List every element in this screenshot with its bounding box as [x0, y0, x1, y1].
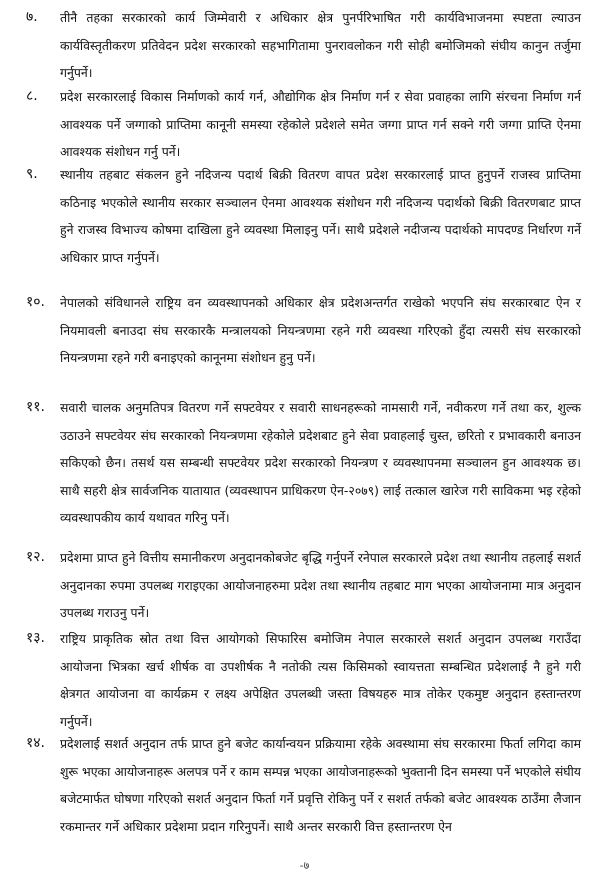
- item-text: तीनै तहका सरकारको कार्य जिम्मेवारी र अधिकार क्षेत्र पुनर्परिभाषित गरी कार्यविभाजनमा स्पष्टता ल्याउन कार्यविस्तृतीकरण प्रतिवेदन प्रदेश सरकारको सहभागितामा पुनरावलोकन गरी सोही बमोजिमको संघीय कानुन तर्जुमा गर्नुपर्ने।: [60, 10, 581, 80]
- item-number: ७.: [26, 9, 38, 25]
- page-number: -७: [299, 859, 310, 872]
- item-number: १०.: [26, 294, 46, 310]
- item-text: सवारी चालक अनुमतिपत्र वितरण गर्ने सफ्टवेयर र सवारी साधनहरूको नामसारी गर्ने, नवीकरण गर्ने तथा कर, शुल्क उठाउने सफ्टवेयर संघ सरकारको नियन्त्रणमा रहेकोले प्रदेशबाट हुने सेवा प्रवाहलाई चुस्त, छरितो र प्रभावकारी बनाउन सकिएको छैन। तसर्थ यस सम्बन्धी सफ्टवेयर प्रदेश सरकारको नियन्त्रण र व्यवस्थापनमा सञ्चालन हुन आवश्यक छ। साथै सहरी क्षेत्र सार्वजनिक यातायात (व्यवस्थापन प्राधिकरण ऐन-२०७९) लाई तत्काल खारेज गरी साविकमा भइ रहेको व्यवस्थापकीय कार्य यथावत गरिनु पर्ने।: [60, 400, 581, 525]
- item-number: ९.: [26, 166, 38, 182]
- item-text: नेपालको संविधानले राष्ट्रिय वन व्यवस्थापनको अधिकार क्षेत्र प्रदेशअन्तर्गत राखेको भएपनि संघ सरकारबाट ऐन र नियमावली बनाउदा संघ सरकारकै मन्त्रालयको नियन्त्रणमा रहने गरी व्यवस्था गरिएको हुँदा त्यसरी संघ सरकारको नियन्त्रणमा रहने गरी बनाइएको कानूनमा संशोधन हुनु पर्ने।: [60, 295, 581, 365]
- item-number: ८.: [26, 88, 38, 104]
- item-text: राष्ट्रिय प्राकृतिक स्रोत तथा वित्त आयोगको सिफारिस बमोजिम नेपाल सरकारले सशर्त अनुदान उपलब्ध गराउँदा आयोजना भित्रका खर्च शीर्षक वा उपशीर्षक नै नतोकी त्यस किसिमको स्वायत्तता सम्बन्धित प्रदेशलाई नै हुने गरी क्षेत्रगत आयोजना वा कार्यक्रम र लक्ष्य अपेक्षित उपलब्धी जस्ता विषयहरु मात्र तोकेर एकमुष्ट अनुदान हस्तान्तरण गर्नुपर्ने।: [60, 631, 581, 729]
- item-number: ११.: [26, 399, 46, 415]
- item-number: १३.: [26, 630, 46, 646]
- item-number: १२.: [26, 549, 46, 565]
- item-text: स्थानीय तहबाट संकलन हुने नदिजन्य पदार्थ बिक्री वितरण वापत प्रदेश सरकारलाई प्राप्त हुनुपर्ने राजस्व प्राप्तिमा कठिनाइ भएकोले स्थानीय सरकार सञ्चालन ऐनमा आवश्यक संशोधन गरी नदिजन्य पदार्थको बिक्री वितरणबाट प्राप्त हुने राजस्व विभाज्य कोषमा दाखिला हुने व्यवस्था मिलाइनु पर्ने। साथै प्रदेशले नदीजन्य पदार्थको मापदण्ड निर्धारण गर्ने अधिकार प्राप्त गर्नुपर्ने।: [60, 167, 581, 265]
- item-text: प्रदेशलाई सशर्त अनुदान तर्फ प्राप्त हुने बजेट कार्यान्वयन प्रक्रियामा रहेके अवस्थामा संघ सरकारमा फिर्ता लगिदा काम शुरू भएका आयोजनाहरू अलपत्र पर्ने र काम सम्पन्न भएका आयोजनाहरूको भुक्तानी दिन समस्या पर्ने भएकोले संघीय बजेटमार्फत घोषणा गरिएको सशर्त अनुदान फिर्ता गर्ने प्रवृत्ति रोकिनु पर्ने र सशर्त तर्फको बजेट आवश्यक ठाउँमा लैजान रकमान्तर गर्ने अधिकार प्रदेशमा प्रदान गरिनुपर्ने। साथै अन्तर सरकारी वित्त हस्तान्तरण ऐन: [60, 736, 581, 834]
- item-number: १४.: [26, 735, 46, 751]
- item-text: प्रदेश सरकारलाई विकास निर्माणको कार्य गर्न, औद्योगिक क्षेत्र निर्माण गर्न र सेवा प्रवाहका लागि संरचना निर्माण गर्न आवश्यक पर्ने जग्गाको प्राप्तिमा कानूनी समस्या रहेकोले प्रदेशले समेत जग्गा प्राप्त गर्न सक्ने गरी जग्गा प्राप्ति ऐनमा आवश्यक संशोधन गर्नु पर्ने।: [60, 89, 581, 159]
- item-text: प्रदेशमा प्राप्त हुने वित्तीय समानीकरण अनुदानकोबजेट बृद्धि गर्नुपर्ने रनेपाल सरकारले प्रदेश तथा स्थानीय तहलाई सशर्त अनुदानका रुपमा उपलब्ध गराइएका आयोजनाहरुमा प्रदेश तथा स्थानीय तहबाट माग भएका आयोजनामा मात्र अनुदान उपलब्ध गराउनु पर्ने।: [60, 550, 581, 620]
